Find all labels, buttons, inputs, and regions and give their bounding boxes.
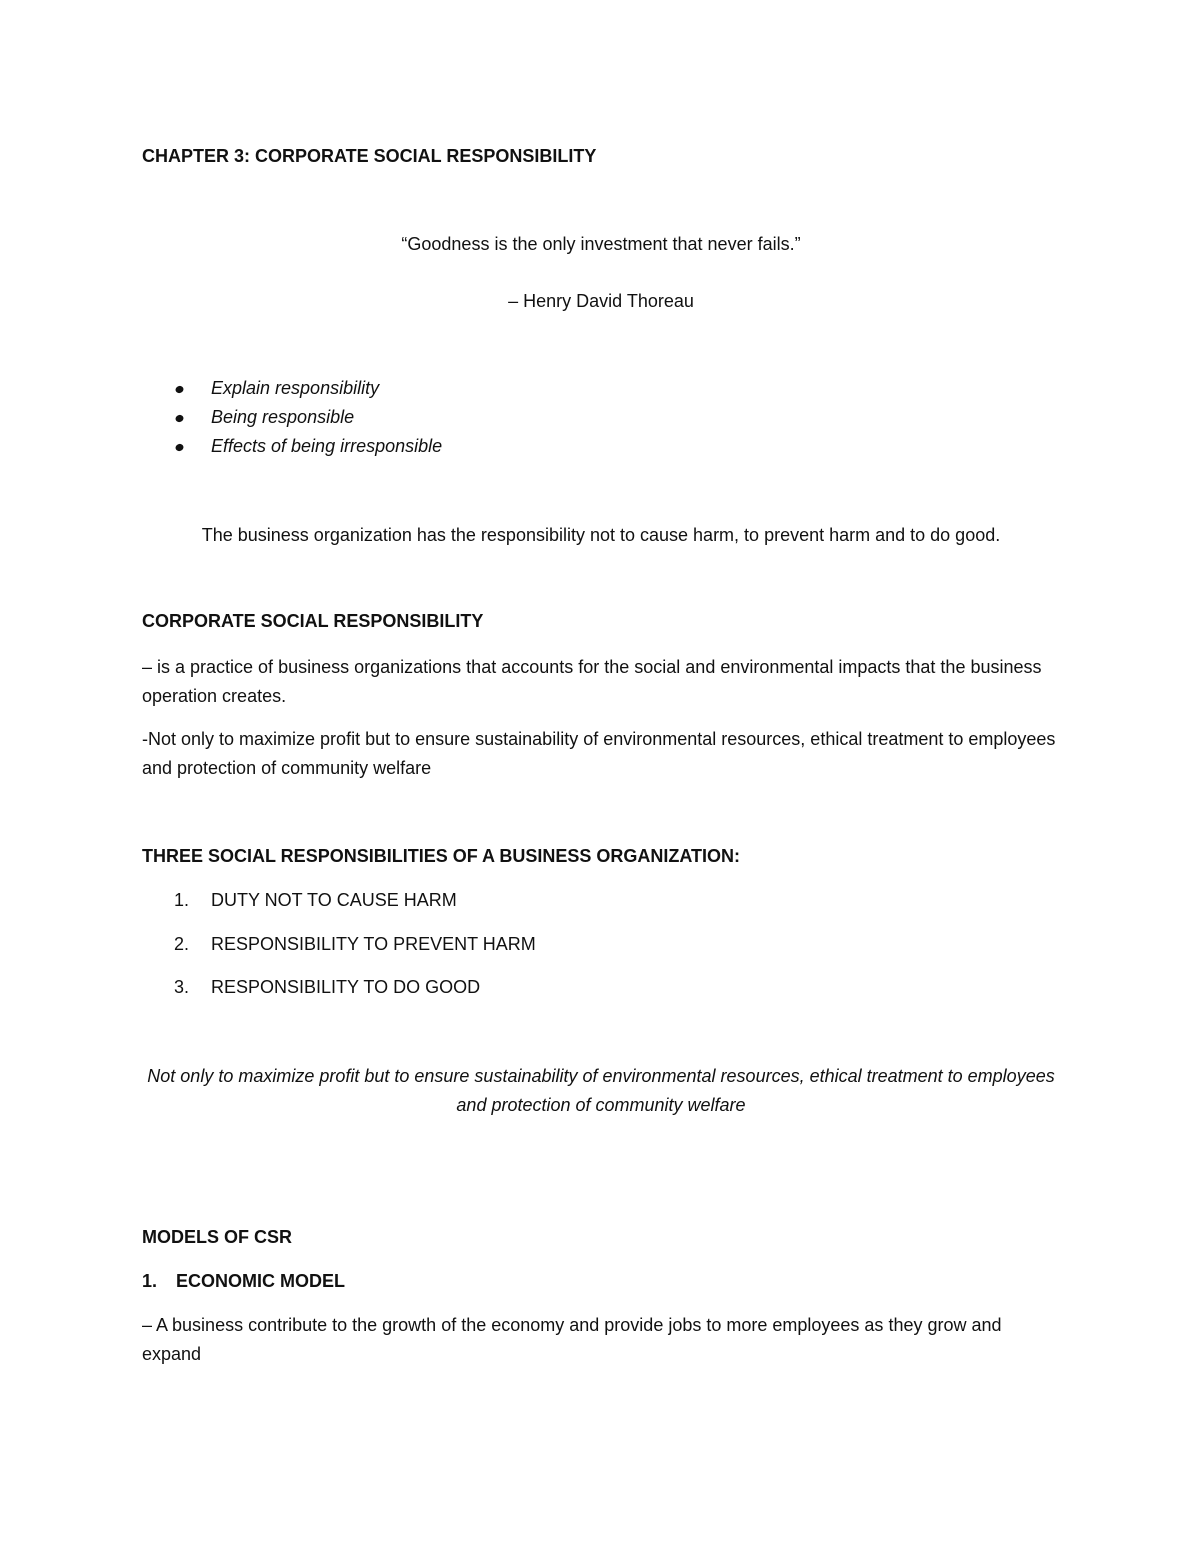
csr-heading: CORPORATE SOCIAL RESPONSIBILITY — [142, 611, 484, 631]
csr-goal: -Not only to maximize profit but to ensure sustainability of environmental resources, ethical treatment to employees and protection of community welfare — [142, 729, 1056, 778]
bullet-icon — [175, 414, 185, 423]
chapter-title: CHAPTER 3: CORPORATE SOCIAL RESPONSIBILITY — [142, 146, 597, 166]
responsibilities-heading: THREE SOCIAL RESPONSIBILITIES OF A BUSINESS ORGANIZATION: — [142, 846, 741, 866]
objective-item — [174, 403, 442, 432]
quote-author: – Henry David Thoreau — [508, 291, 694, 311]
intro-statement: The business organization has the responsibility not to cause harm, to prevent harm and to do good. — [201, 525, 1001, 545]
item-number: 1. — [174, 890, 190, 910]
objective-label: Effects of being irresponsible — [211, 436, 443, 456]
objectives-list — [174, 374, 442, 461]
objective-item — [174, 432, 442, 461]
bullet-icon — [175, 385, 185, 394]
objective-item — [174, 374, 442, 403]
model-title: ECONOMIC MODEL — [176, 1271, 345, 1291]
objective-label: Being responsible — [211, 407, 355, 427]
bullet-icon — [175, 443, 185, 452]
quote-text: “Goodness is the only investment that never fails.” — [401, 234, 801, 254]
models-heading: MODELS OF CSR — [142, 1227, 293, 1247]
item-label: DUTY NOT TO CAUSE HARM — [211, 890, 457, 910]
csr-definition: – is a practice of business organizations that accounts for the social and environmental impacts that the business operation creates. — [142, 657, 1042, 706]
economic-model-description: – A business contribute to the growth of the economy and provide jobs to more employees as they grow and expand — [142, 1315, 1002, 1364]
item-label: RESPONSIBILITY TO DO GOOD — [211, 977, 481, 997]
model-number: 1. — [142, 1271, 158, 1291]
item-number: 3. — [174, 977, 190, 997]
objective-label: Explain responsibility — [211, 378, 380, 398]
item-label: RESPONSIBILITY TO PREVENT HARM — [211, 934, 536, 954]
item-number: 2. — [174, 934, 190, 954]
emphasis-statement: Not only to maximize profit but to ensure sustainability of environmental resources, ethical treatment to employees and protection of community welfare — [147, 1066, 1055, 1115]
